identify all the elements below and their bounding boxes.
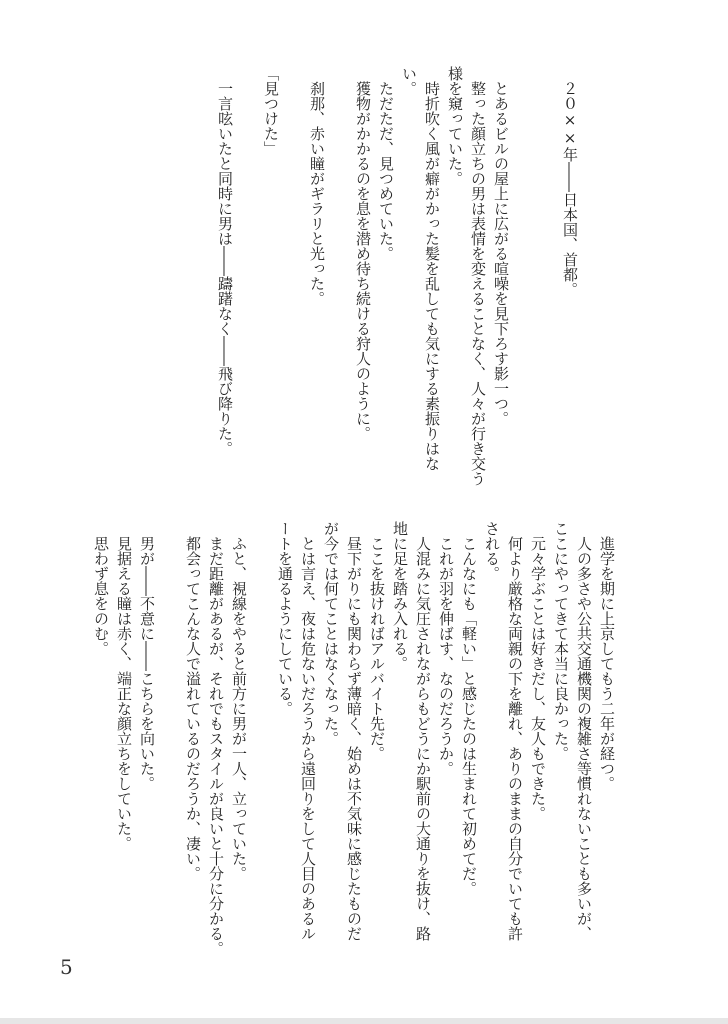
text-line: 進学を期に上京してもう二年が経つ。 — [598, 521, 616, 791]
text-line: が今では何てことはなくなった。 — [322, 521, 340, 746]
text-line: ２０××年――日本国、首都。 — [561, 66, 579, 297]
text-line — [328, 66, 351, 486]
text-line: とは言え、夜は危ないだろうから遠回りをして人目のあるル — [299, 521, 317, 941]
text-line: 昼下がりにも関わらず薄暗く、始めは不気味に感じたものだ — [345, 521, 363, 941]
text-line: される。 — [483, 521, 501, 581]
text-line: これが羽を伸ばす、なのだろうか。 — [437, 521, 455, 776]
text-line: 何より厳格な両親の下を離れ、ありのままの自分でいても許 — [506, 521, 524, 941]
text-line: ここを抜ければアルバイト先だ。 — [368, 521, 386, 761]
text-line: こんなにも「軽い」と感じたのは生まれて初めてだ。 — [460, 521, 478, 896]
text-line: 時折吹く風が癖がかった髪を乱しても気にする素振りはな — [423, 66, 441, 471]
text-line — [535, 66, 558, 486]
text-line: 刹那、赤い瞳がギラリと光った。 — [308, 66, 326, 306]
text-line — [158, 521, 181, 956]
text-line — [250, 521, 273, 956]
text-line: ただただ、見つめていた。 — [377, 66, 395, 261]
text-line — [236, 66, 259, 486]
text-line: 様を窺っていた。 — [446, 66, 464, 186]
text-line — [282, 66, 305, 486]
top-text-section — [213, 66, 581, 486]
text-line: ふと、視線をやると前方に男が一人、立っていた。 — [230, 521, 248, 881]
text-line: 人の多さや公共交通機関の複雑さ等慣れないことも多いが、 — [575, 521, 593, 941]
text-line: い。 — [400, 66, 418, 96]
text-line: ートを通るようにしている。 — [276, 521, 294, 716]
page-number: 5 — [60, 955, 73, 979]
text-line: 男が――不意に――こちらを向いた。 — [138, 521, 156, 791]
text-line: 見据える瞳は赤く、端正な顔立ちをしていた。 — [115, 521, 133, 851]
text-line: 思わず息をのむ。 — [92, 521, 110, 656]
text-line: 地に足を踏み入れる。 — [391, 521, 409, 671]
bottom-text-section — [89, 521, 618, 956]
text-line: 人混みに気圧されながらもどうにか駅前の大通りを抜け、路 — [414, 521, 432, 941]
text-line: まだ距離があるが、それでもスタイルが良いと十分に分かる。 — [207, 521, 225, 956]
text-line: 一言呟いたと同時に男は――躊躇なく――飛び降りた。 — [216, 66, 234, 456]
text-line: ここにやってきて本当に良かった。 — [552, 521, 570, 761]
text-line: 整った顔立ちの男は表情を変えることなく、人々が行き交う — [469, 66, 487, 486]
text-line: とあるビルの屋上に広がる喧噪を見下ろす影一つ。 — [492, 66, 510, 426]
text-line: 「見つけた」 — [262, 66, 280, 156]
page-bottom-edge — [0, 1018, 728, 1024]
text-line: 元々学ぶことは好きだし、友人もできた。 — [529, 521, 547, 821]
text-line: 都会ってこんな人で溢れているのだろうか、凄い。 — [184, 521, 202, 881]
text-line: 獲物がかかるのを息を潜め待ち続ける狩人のように。 — [354, 66, 372, 441]
text-line — [512, 66, 535, 486]
